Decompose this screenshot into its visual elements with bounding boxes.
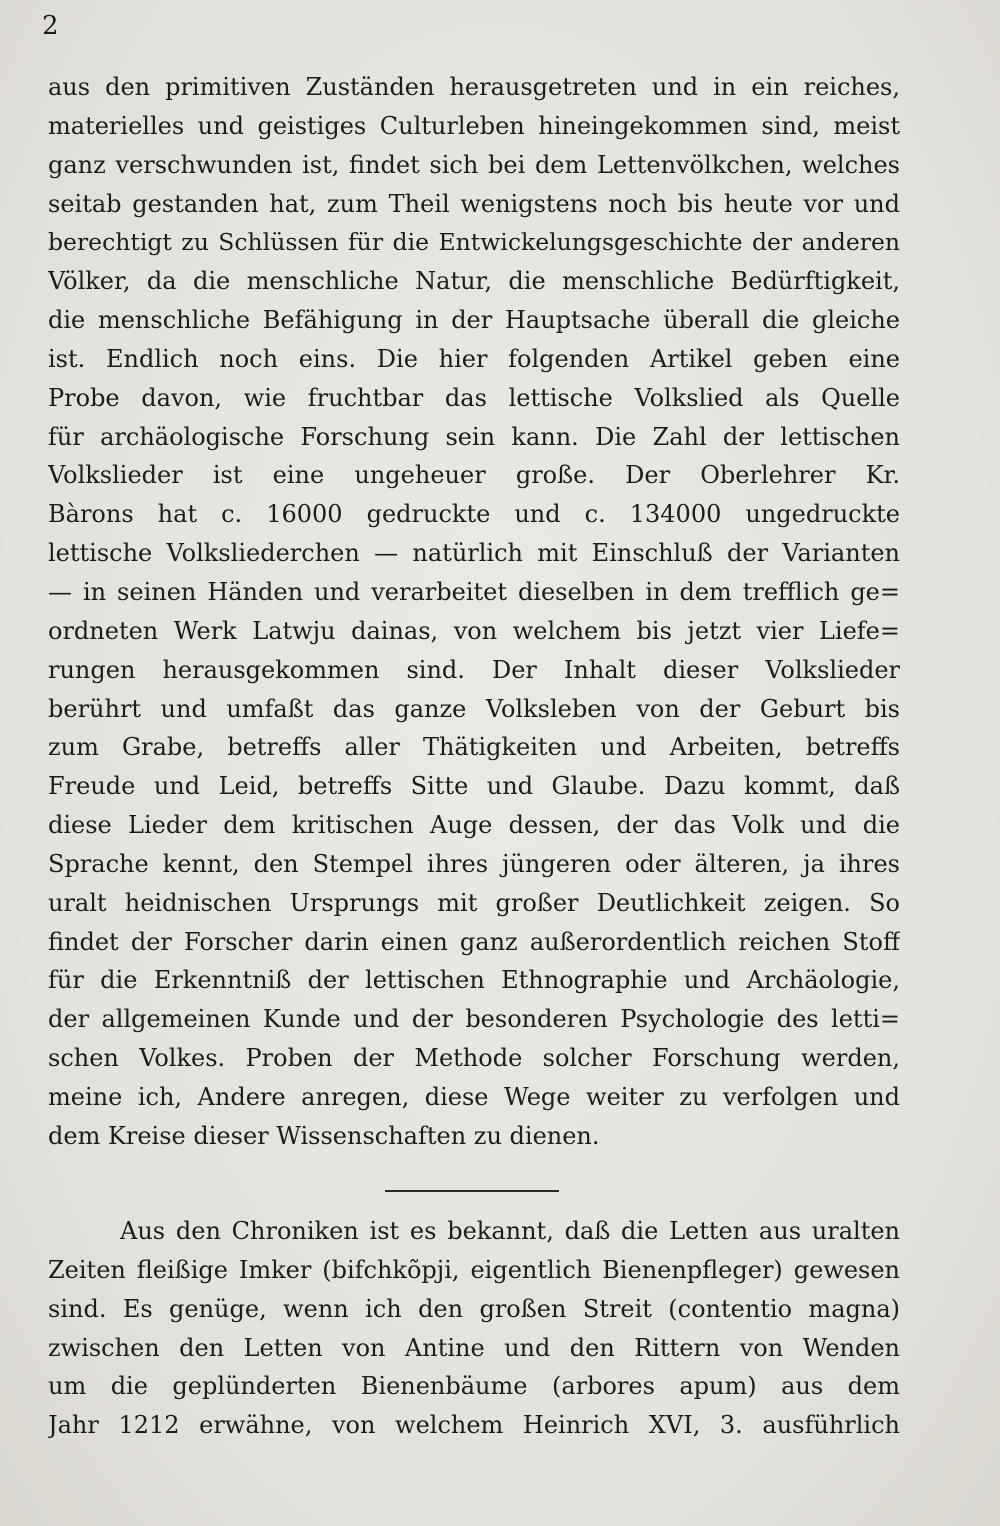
text-line: lettische Volksliederchen — natürlich mit Einschluß der Varianten — [48, 539, 900, 568]
paragraph-1 — [48, 68, 900, 1156]
text-line: findet der Forscher darin einen ganz außerordentlich reichen Stoff — [48, 927, 900, 956]
text-line: Jahr 1212 erwähne, von welchem Heinrich XVI, 3. ausführlich — [48, 1411, 900, 1440]
text-line: zum Grabe, betreffs aller Thätigkeiten und Arbeiten, betreffs — [48, 733, 900, 762]
text-line: Bàrons hat c. 16000 gedruckte und c. 134000 ungedruckte — [48, 500, 900, 529]
text-line: Zeiten fleißige Imker (bifchkõpji, eigentlich Bienenpfleger) gewesen — [48, 1255, 900, 1284]
text-line: meine ich, Andere anregen, diese Wege weiter zu verfolgen und — [48, 1082, 900, 1111]
text-line: die menschliche Befähigung in der Hauptsache überall die gleiche — [48, 306, 900, 335]
text-line: Volkslieder ist eine ungeheuer große. Der Oberlehrer Kr. — [48, 461, 900, 490]
text-line: schen Volkes. Proben der Methode solcher Forschung werden, — [48, 1044, 900, 1073]
text-line: der allgemeinen Kunde und der besonderen Psychologie des letti= — [48, 1005, 900, 1034]
text-line: Freude und Leid, betreffs Sitte und Glaube. Dazu kommt, daß — [48, 772, 900, 801]
section-divider — [385, 1190, 559, 1192]
text-line: für archäologische Forschung sein kann. Die Zahl der lettischen — [48, 422, 900, 451]
text-line: materielles und geistiges Culturleben hineingekommen sind, meist — [48, 111, 900, 140]
text-line: aus den primitiven Zuständen herausgetreten und in ein reiches, — [48, 73, 900, 101]
page-number: 2 — [42, 11, 59, 41]
text-line: ist. Endlich noch eins. Die hier folgenden Artikel geben eine — [48, 344, 900, 373]
text-line: Probe davon, wie fruchtbar das lettische Volkslied als Quelle — [48, 383, 900, 412]
text-line: zwischen den Letten von Antine und den Rittern von Wenden — [48, 1333, 900, 1362]
text-line: diese Lieder dem kritischen Auge dessen, der das Volk und die — [48, 811, 900, 840]
text-line: sind. Es genüge, wenn ich den großen Streit (contentio magna) — [48, 1294, 900, 1323]
text-line: uralt heidnischen Ursprungs mit großer Deutlichkeit zeigen. So — [48, 888, 900, 917]
text-line: berechtigt zu Schlüssen für die Entwickelungsgeschichte der anderen — [48, 228, 900, 257]
text-line: um die geplünderten Bienenbäume (arbores apum) aus dem — [48, 1372, 900, 1401]
text-line: ganz verschwunden ist, findet sich bei dem Lettenvölkchen, welches — [48, 150, 900, 179]
text-line: ordneten Werk Latwju dainas, von welchem bis jetzt vier Liefe= — [48, 616, 900, 645]
text-line: Aus den Chroniken ist es bekannt, daß die Letten aus uralten — [120, 1217, 900, 1245]
text-line: Völker, da die menschliche Natur, die menschliche Bedürftigkeit, — [48, 267, 900, 296]
text-line: dem Kreise dieser Wissenschaften zu dienen. — [48, 1121, 600, 1150]
text-line: seitab gestanden hat, zum Theil wenigstens noch bis heute vor und — [48, 189, 900, 218]
text-line: rungen herausgekommen sind. Der Inhalt dieser Volkslieder — [48, 655, 900, 684]
paragraph-2 — [48, 1212, 900, 1445]
text-line: — in seinen Händen und verarbeitet dieselben in dem trefflich ge= — [48, 577, 900, 606]
text-line: für die Erkenntniß der lettischen Ethnographie und Archäologie, — [48, 966, 900, 995]
text-line: berührt und umfaßt das ganze Volksleben von der Geburt bis — [48, 694, 900, 723]
text-line: Sprache kennt, den Stempel ihres jüngeren oder älteren, ja ihres — [48, 849, 900, 878]
